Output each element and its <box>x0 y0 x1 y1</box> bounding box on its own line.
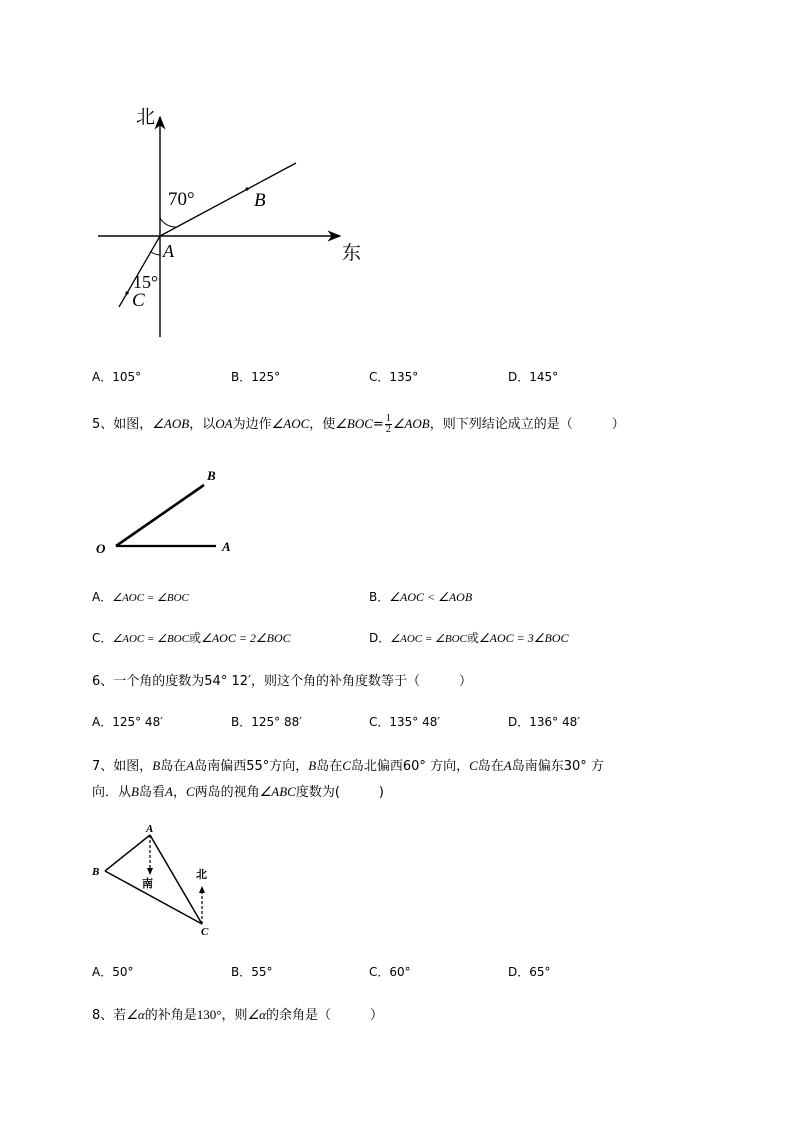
q7-point-c: C <box>469 758 478 773</box>
q8-value: 130° <box>196 1007 222 1022</box>
q7-point-a: A <box>164 784 173 799</box>
q7-option-b[interactable]: B．55° <box>231 965 273 979</box>
option-expr-2: ∠AOC = 3∠BOC <box>478 631 569 645</box>
q5-angle-aob-2: ∠AOB <box>392 416 430 431</box>
q7-text: 向．从 <box>92 785 132 800</box>
q7-text: 岛在 <box>160 759 187 774</box>
point-c-label: C <box>132 290 145 311</box>
direction-figure-q4 <box>90 95 380 345</box>
point-o-label: O <box>96 541 106 556</box>
q5-option-d[interactable] <box>369 629 569 646</box>
point-b-dot <box>245 187 248 190</box>
south-arrowhead <box>147 868 153 875</box>
q8-text: 8、若 <box>92 1008 127 1023</box>
north-label: 北 <box>196 868 207 881</box>
side-ab <box>105 835 150 871</box>
q7-text: 岛南偏东30° 方 <box>511 759 604 774</box>
angle-figure-q5 <box>90 462 250 562</box>
option-or: 或 <box>466 631 479 645</box>
q4-option-b[interactable]: B．125° <box>231 370 281 384</box>
q4-option-d[interactable]: D．145° <box>508 370 559 384</box>
q7-text: 两岛的视角 <box>194 785 260 800</box>
q5-question <box>92 413 625 435</box>
q6-question: 6、一个角的度数为54° 12′，则这个角的补角度数等于（ ） <box>92 674 472 689</box>
q7-option-a[interactable]: A．50° <box>92 965 134 979</box>
q7-angle-abc: ∠ABC <box>259 784 296 799</box>
q7-question-line1 <box>92 755 604 774</box>
q7-text: 岛在 <box>316 759 343 774</box>
east-label: 东 <box>342 242 362 264</box>
option-expr: ∠AOC = ∠BOC <box>112 633 190 645</box>
q7-point-c: C <box>185 784 195 799</box>
option-or: 或 <box>189 631 202 645</box>
option-expr-2: ∠AOC = 2∠BOC <box>201 631 291 645</box>
q8-angle-alpha: ∠α <box>247 1007 266 1022</box>
segment-ob <box>116 485 204 546</box>
point-a-label: A <box>146 823 154 835</box>
side-ac <box>150 835 202 924</box>
q8-question <box>92 1004 383 1023</box>
angle-70-label: 70° <box>168 189 195 210</box>
north-arrowhead <box>199 886 205 893</box>
q5-option-c[interactable] <box>92 629 291 646</box>
q7-text: 7、如图， <box>92 759 153 774</box>
q7-text: 岛南偏西55°方向， <box>194 759 309 774</box>
q5-frac-num: 1 <box>385 413 391 424</box>
q5-angle-aoc: ∠AOC <box>271 416 310 431</box>
q8-angle-alpha: ∠α <box>126 1007 145 1022</box>
q4-option-a[interactable]: A．105° <box>92 370 142 384</box>
point-a-label: A <box>163 241 174 261</box>
option-letter: C． <box>92 631 113 645</box>
side-bc <box>105 871 202 924</box>
q7-point-b: B <box>131 784 139 799</box>
q7-point-c: C <box>342 758 351 773</box>
q7-point-b: B <box>308 758 317 773</box>
q6-option-b[interactable]: B．125° 88′ <box>231 715 302 729</box>
q6-option-c[interactable]: C．135° 48′ <box>369 715 441 729</box>
q7-text: 岛北偏西60° 方向， <box>350 759 470 774</box>
q5-frac-den: 2 <box>385 424 391 435</box>
q6-option-a[interactable]: A．125° 48′ <box>92 715 163 729</box>
q5-angle-aob: ∠AOB <box>152 416 190 431</box>
angle-arc-15 <box>151 252 160 255</box>
angle-15-label: 15° <box>133 272 159 292</box>
q7-option-c[interactable]: C．60° <box>369 965 411 979</box>
q7-question-line2 <box>92 781 384 800</box>
north-label: 北 <box>136 106 156 128</box>
q7-option-d[interactable]: D．65° <box>508 965 551 979</box>
q8-text: 的补角是 <box>144 1008 197 1023</box>
q5-option-a[interactable] <box>92 588 189 605</box>
q7-point-a: A <box>186 758 195 773</box>
triangle-figure-q7 <box>88 820 228 945</box>
angle-arc-70 <box>160 218 176 227</box>
q6-option-d[interactable]: D．136° 48′ <box>508 715 580 729</box>
q5-text-3: ，使 <box>309 417 336 432</box>
q7-point-b: B <box>152 758 161 773</box>
point-c-label: C <box>201 926 209 938</box>
q5-side-oa: OA <box>215 416 233 431</box>
q5-angle-boc: ∠BOC <box>335 416 373 431</box>
option-expr: ∠AOC < ∠AOB <box>389 590 473 604</box>
q5-text-2: 为边作 <box>232 417 272 432</box>
option-expr: ∠AOC = ∠BOC <box>390 633 467 645</box>
option-letter: D． <box>369 631 391 645</box>
q5-fraction <box>385 414 392 435</box>
q8-text: 的余角是（ ） <box>265 1008 383 1023</box>
south-label: 南 <box>142 877 153 890</box>
point-c-dot <box>125 291 128 294</box>
q7-text: ， <box>172 785 186 800</box>
option-expr: ∠AOC = ∠BOC <box>112 592 189 604</box>
q7-text: 岛在 <box>477 759 504 774</box>
q8-text: ，则 <box>221 1008 248 1023</box>
point-b-label: B <box>92 866 100 878</box>
point-a-label: A <box>222 539 231 554</box>
q7-text: 度数为( ) <box>295 785 385 800</box>
point-b-label: B <box>254 190 266 211</box>
point-b-label: B <box>207 468 216 483</box>
q5-suffix: ，则下列结论成立的是（ ） <box>429 417 625 432</box>
q5-text-1: ，以 <box>189 417 216 432</box>
q5-equals: = <box>372 417 384 432</box>
option-letter: A． <box>92 590 113 604</box>
option-letter: B． <box>369 590 390 604</box>
q4-option-c[interactable]: C．135° <box>369 370 419 384</box>
q7-text: 岛看 <box>138 785 165 800</box>
q7-point-a: A <box>503 758 512 773</box>
q5-prefix: 5、如图， <box>92 417 153 432</box>
q5-option-b[interactable] <box>369 588 472 605</box>
